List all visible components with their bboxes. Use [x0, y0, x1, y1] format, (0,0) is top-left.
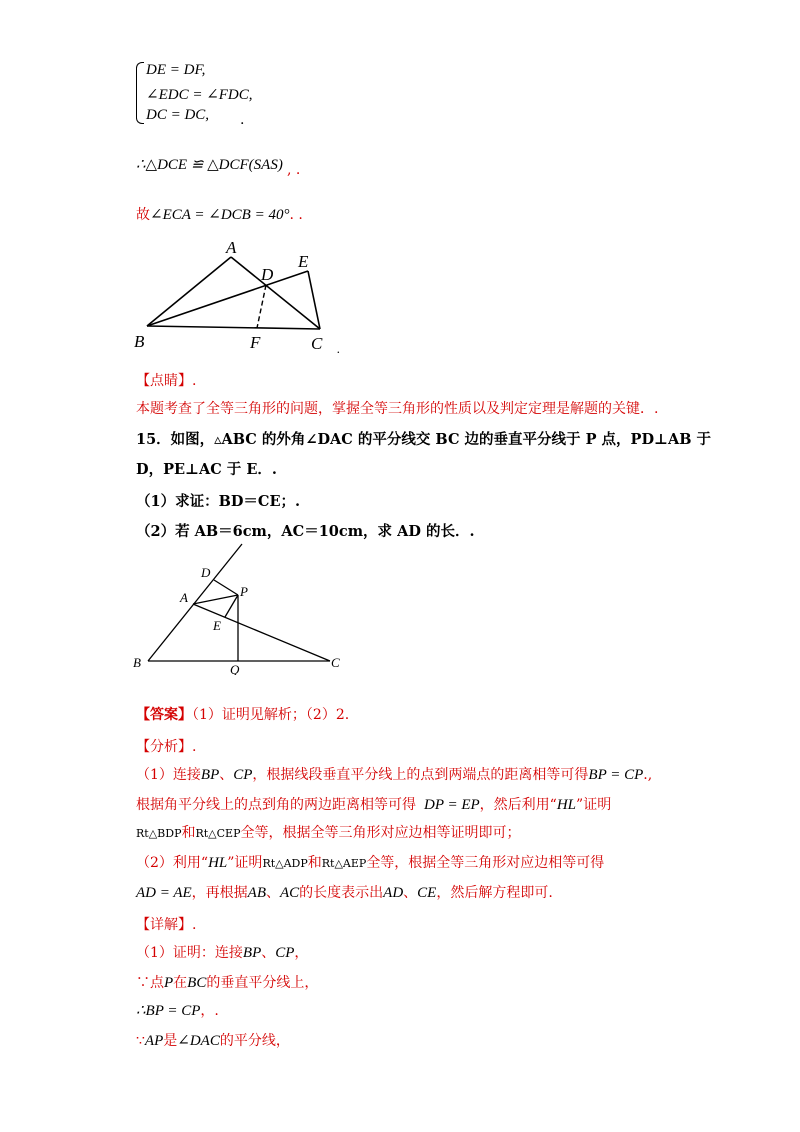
detail-text: （1）证明：连接 — [136, 945, 243, 961]
analysis-text: ”证明 — [227, 855, 263, 871]
figure-triangle-abc — [130, 235, 360, 360]
analysis-text: 全等，根据全等三角形对应边相等证明即可； — [240, 825, 521, 841]
segment-bc — [147, 326, 320, 329]
detail-text: ∵点 — [136, 975, 164, 991]
detail-text: ， — [294, 945, 309, 961]
math-rt-cep: Rt△CEP — [195, 827, 241, 840]
label-d: D — [261, 265, 274, 284]
detail-text: 是 — [163, 1033, 178, 1049]
analysis-text: ，然后利用“ — [479, 797, 557, 813]
math-ac: AC — [280, 885, 300, 901]
math-ad-eq-ae: AD = AE — [136, 885, 192, 901]
analysis-text: （1）连接 — [136, 767, 201, 783]
analysis-text: 的长度表示出 — [299, 885, 384, 901]
label-e: E — [213, 618, 221, 633]
answer-heading: 【答案】 — [136, 707, 192, 723]
analysis-line-5 — [136, 882, 553, 902]
system-brace — [136, 62, 144, 124]
analysis-heading: 【分析】. — [136, 739, 197, 755]
problem-part-1: （1）求证：BD＝CE；. — [136, 493, 301, 510]
problem-line-1: 15．如图，▵ABC 的外角∠DAC 的平分线交 BC 边的垂直平分线于 P 点，PD⊥AB 于 — [136, 431, 711, 448]
analysis-text: 和 — [307, 855, 322, 871]
detail-line-4 — [136, 1030, 290, 1050]
detail-text: ∵ — [136, 1033, 145, 1049]
review-text: 本题考查了全等三角形的问题，掌握全等三角形的性质以及判定定理是解题的关键．. — [136, 401, 659, 417]
segment-ba — [147, 257, 231, 326]
detail-text: 、 — [261, 945, 276, 961]
math-ad: AD — [383, 885, 404, 901]
math-cp: CP — [275, 945, 295, 961]
analysis-text: 、 — [403, 885, 418, 901]
analysis-text: （2）利用“ — [136, 855, 209, 871]
math-rt-bdp: Rt△BDP — [136, 827, 182, 840]
line-ba-extended — [148, 544, 242, 661]
math-hl: HL — [208, 855, 228, 871]
math-bp-eq-cp: ∴BP = CP — [136, 1003, 201, 1019]
analysis-line-2 — [136, 794, 611, 814]
figure-dot: . — [337, 341, 341, 356]
analysis-text: 、 — [266, 885, 280, 901]
conclusion-math: ∠ECA = ∠DCB = 40° — [150, 207, 290, 223]
analysis-text: 全等，根据全等三角形对应边相等可得 — [366, 855, 605, 871]
analysis-text: ”证明 — [576, 797, 612, 813]
analysis-text: ，根据线段垂直平分线上的点到两端点的距离相等可得 — [252, 767, 589, 783]
label-c: C — [331, 655, 340, 670]
label-e: E — [298, 252, 309, 271]
segment-df-dashed — [257, 285, 266, 328]
conclusion-prefix: 故 — [136, 207, 150, 223]
label-d: D — [201, 565, 211, 580]
label-b: B — [134, 332, 145, 351]
analysis-text: ，再根据 — [191, 885, 248, 901]
label-p: P — [240, 584, 248, 599]
system-line-3: DC = DC, — [146, 107, 210, 123]
math-rt-adp: Rt△ADP — [262, 857, 308, 870]
math-dp-eq-ep: DP = EP — [424, 797, 480, 813]
conclusion — [136, 204, 303, 224]
answer-text: （1）证明见解析；（2）2. — [192, 707, 350, 723]
congruence-statement: ∴△DCE ≌ △DCF(SAS) — [136, 157, 283, 173]
segment-dp — [214, 580, 238, 595]
system-line-2: ∠EDC = ∠FDC, — [146, 87, 253, 103]
math-cp: CP — [233, 767, 253, 783]
math-ce: CE — [417, 885, 437, 901]
math-ab: AB — [247, 885, 266, 901]
review-heading: 【点睛】. — [136, 373, 197, 389]
analysis-line-3 — [136, 822, 520, 842]
segment-be — [147, 271, 308, 326]
problem-part-2: （2）若 AB＝6cm，AC＝10cm，求 AD 的长．. — [136, 523, 475, 540]
segment-ep — [225, 595, 238, 617]
analysis-text: 、 — [219, 767, 234, 783]
label-b: B — [133, 655, 141, 670]
label-a: A — [226, 238, 237, 257]
system-line-1: DE = DF, — [146, 62, 206, 78]
math-bp: BP — [242, 945, 262, 961]
problem-line-2: D，PE⊥AC 于 E．. — [136, 461, 277, 478]
figure-triangle-abc-perpendiculars — [130, 540, 350, 675]
math-ap: AP — [144, 1033, 164, 1049]
analysis-text: 和 — [181, 825, 196, 841]
detail-line-3 — [136, 1000, 219, 1020]
math-bc: BC — [187, 975, 207, 991]
conclusion-tail: . . — [289, 207, 303, 223]
detail-line-1 — [136, 942, 308, 962]
label-c: C — [311, 334, 323, 353]
math-hl: HL — [556, 797, 577, 813]
analysis-line-1 — [136, 764, 652, 784]
math-angle-dac: ∠DAC — [177, 1033, 220, 1049]
detail-line-2 — [136, 972, 318, 992]
analysis-text: ., — [643, 767, 653, 783]
detail-text: 的平分线， — [219, 1033, 290, 1049]
detail-heading: 【详解】. — [136, 917, 197, 933]
detail-text: ，. — [200, 1003, 219, 1019]
math-bp: BP — [200, 767, 220, 783]
detail-text: 在 — [173, 975, 188, 991]
analysis-text: ，然后解方程即可. — [436, 885, 553, 901]
label-f: F — [250, 333, 261, 352]
label-q: Q — [230, 662, 240, 675]
detail-text: 的垂直平分线上， — [206, 975, 319, 991]
label-a: A — [180, 590, 188, 605]
math-bp-eq-cp: BP = CP — [588, 767, 644, 783]
math-p: P — [164, 975, 174, 991]
answer-line — [136, 704, 349, 724]
math-rt-aep: Rt△AEP — [321, 857, 367, 870]
analysis-text: 根据角平分线上的点到角的两边距离相等可得 — [136, 797, 416, 813]
congruence-tail: , . — [287, 162, 301, 178]
analysis-line-4 — [136, 852, 604, 872]
system-dot: . — [240, 112, 245, 128]
